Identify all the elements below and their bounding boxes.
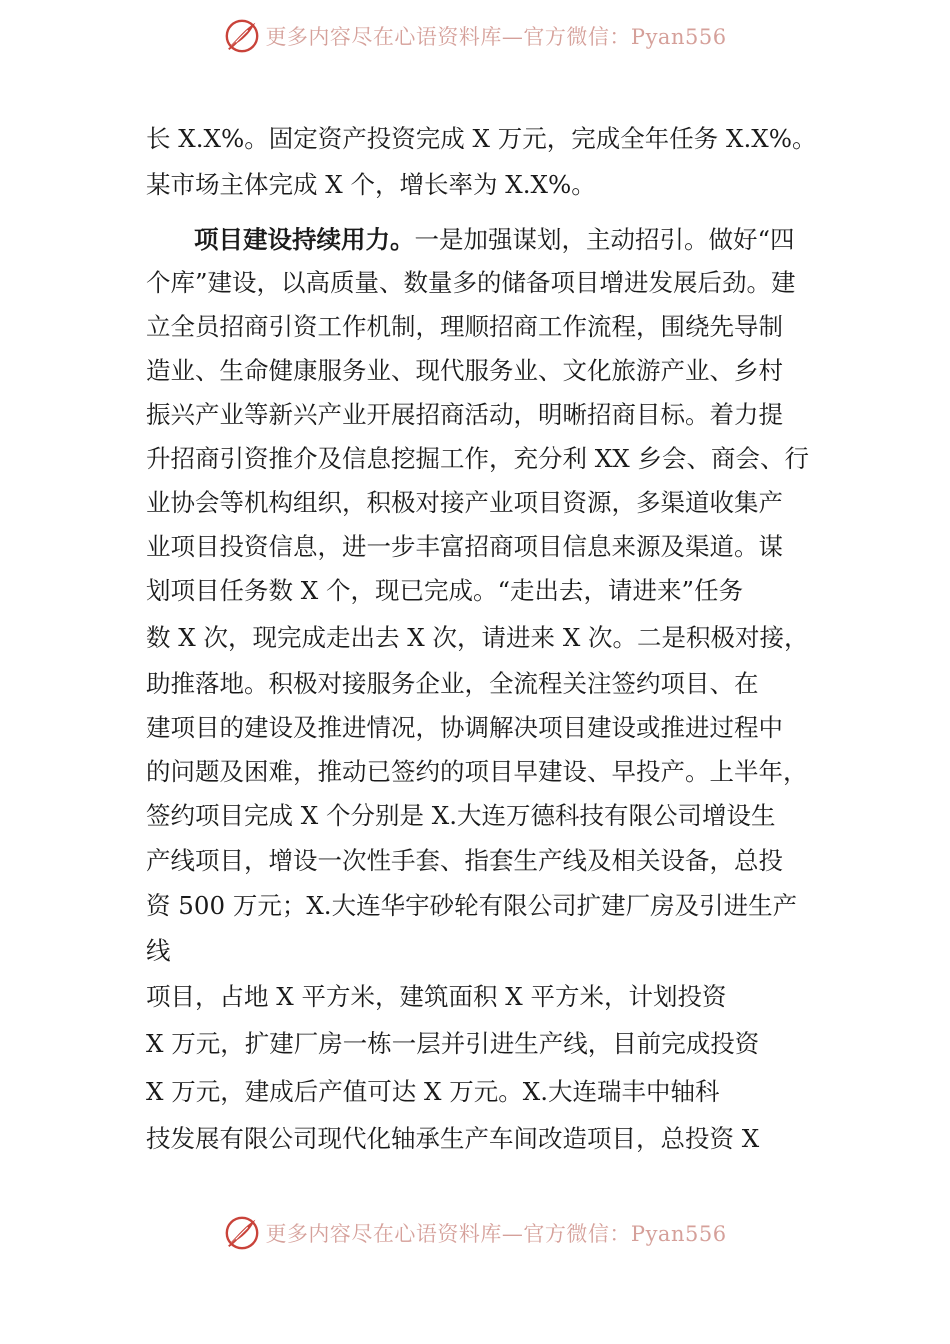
footer-banner-text: 更多内容尽在心语资料库—官方微信：Pyan556 xyxy=(265,1222,727,1246)
paragraph-1-line: 某市场主体完成 X 个，增长率为 X.X%。 xyxy=(146,170,596,199)
paragraph-2-line: 造业、生命健康服务业、现代服务业、文化旅游产业、乡村 xyxy=(146,356,783,385)
feather-pen-logo xyxy=(223,1214,261,1252)
paragraph-2-line: 数 X 次，现完成走出去 X 次，请进来 X 次。二是积极对接， xyxy=(146,623,809,652)
paragraph-2-line: 资 500 万元；X.大连华宇砂轮有限公司扩建厂房及引进生产 xyxy=(146,891,798,920)
paragraph-1-line: 长 X.X%。固定资产投资完成 X 万元，完成全年任务 X.X%。 xyxy=(146,124,817,153)
header-banner-text: 更多内容尽在心语资料库—官方微信：Pyan556 xyxy=(265,25,727,49)
paragraph-2-line: 立全员招商引资工作机制，理顺招商工作流程，围绕先导制 xyxy=(146,312,783,341)
paragraph-2-line: 业协会等机构组织，积极对接产业项目资源，多渠道收集产 xyxy=(146,488,783,517)
paragraph-2-line: 一是加强谋划，主动招引。做好“四 xyxy=(414,225,795,254)
paragraph-2-line: 技发展有限公司现代化轴承生产车间改造项目，总投资 X xyxy=(146,1124,760,1153)
paragraph-2-line: 升招商引资推介及信息挖掘工作，充分利 XX 乡会、商会、行 xyxy=(146,444,809,473)
paragraph-2-line: 签约项目完成 X 个分别是 X.大连万德科技有限公司增设生 xyxy=(146,801,776,830)
paragraph-2-line: 振兴产业等新兴产业开展招商活动，明晰招商目标。着力提 xyxy=(146,400,783,429)
section-heading: 项目建设持续用力。 xyxy=(194,225,415,254)
paragraph-2-line: 项目，占地 X 平方米，建筑面积 X 平方米，计划投资 xyxy=(146,982,727,1011)
footer-banner xyxy=(0,1211,950,1255)
feather-pen-logo xyxy=(223,17,261,55)
paragraph-2-first-line xyxy=(194,225,795,255)
paragraph-2-line: 划项目任务数 X 个，现已完成。“走出去，请进来”任务 xyxy=(146,576,744,605)
paragraph-2-line: 线 xyxy=(146,936,171,965)
paragraph-2-line: 业项目投资信息，进一步丰富招商项目信息来源及渠道。谋 xyxy=(146,532,783,561)
paragraph-2-line: X 万元，建成后产值可达 X 万元。X.大连瑞丰中轴科 xyxy=(146,1077,720,1106)
paragraph-2-line: 助推落地。积极对接服务企业，全流程关注签约项目、在 xyxy=(146,669,759,698)
paragraph-2-line: 建项目的建设及推进情况，协调解决项目建设或推进过程中 xyxy=(146,713,783,742)
paragraph-2-line: 个库”建设，以高质量、数量多的储备项目增进发展后劲。建 xyxy=(146,268,796,297)
paragraph-2-line: 的问题及困难，推动已签约的项目早建设、早投产。上半年， xyxy=(146,757,808,786)
header-banner xyxy=(0,14,950,58)
paragraph-2-line: X 万元，扩建厂房一栋一层并引进生产线，目前完成投资 xyxy=(146,1029,760,1058)
paragraph-2-line: 产线项目，增设一次性手套、指套生产线及相关设备，总投 xyxy=(146,846,783,875)
